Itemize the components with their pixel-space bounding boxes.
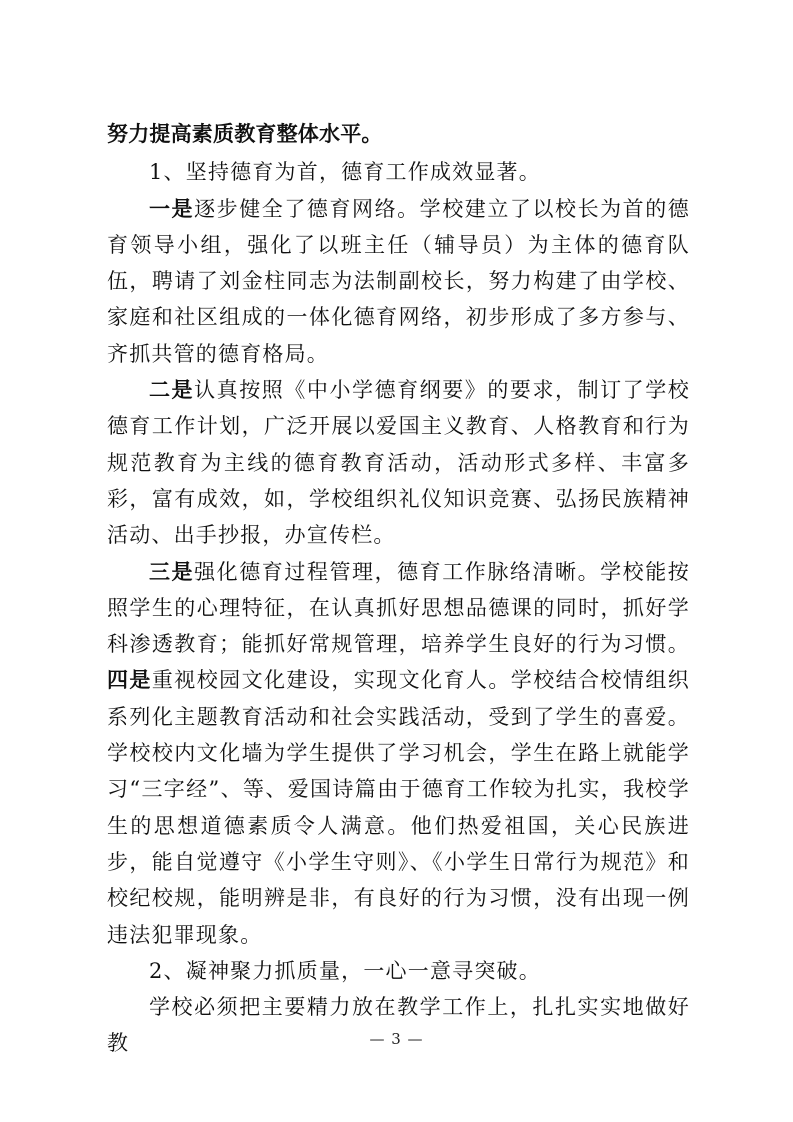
paragraph-moral-management-and-culture xyxy=(107,554,690,953)
paragraph-moral-activities xyxy=(107,372,690,553)
paragraph-moral-network xyxy=(107,191,690,372)
document-body xyxy=(107,116,690,1062)
paragraph-lead-two: 二是 xyxy=(149,378,195,403)
numbered-item-moral-education: 1、坚持德育为首，德育工作成效显著。 xyxy=(149,160,541,185)
page-number: — 3 — xyxy=(369,1030,424,1048)
paragraph-lead-one: 一是 xyxy=(149,196,195,221)
paragraph-text-moral-management: 强化德育过程管理，德育工作脉络清晰。学校能按照学生的心理特征，在认真抓好思想品德课的同时，抓好学科渗透教育；能抓好常规管理，培养学生良好的行为习惯。 xyxy=(107,559,690,657)
paragraph-text-moral-network: 逐步健全了德育网络。学校建立了以校长为首的德育领导小组，强化了以班主任（辅导员）为主体的德育队伍，聘请了刘金柱同志为法制副校长，努力构建了由学校、家庭和社区组成的一体化德育网络，初步形成了多方参与、齐抓共管的德育格局。 xyxy=(107,196,690,366)
paragraph-text-moral-activities: 认真按照《中小学德育纲要》的要求，制订了学校德育工作计划，广泛开展以爱国主义教育、人格教育和行为规范教育为主线的德育教育活动，活动形式多样、丰富多彩，富有成效，如，学校组织礼仪知识竞赛、弘扬民族精神活动、出手抄报，办宣传栏。 xyxy=(107,378,690,548)
paragraph-teaching-work: 学校必须把主要精力放在教学工作上，扎扎实实地做好教 xyxy=(107,995,690,1056)
paragraph-lead-four: 四是 xyxy=(107,668,152,693)
paragraph-text-campus-culture: 重视校园文化建设，实现文化育人。学校结合校情组织系列化主题教育活动和社会实践活动，受到了学生的喜爱。学校校内文化墙为学生提供了学习机会，学生在路上就能学习“三字经”、等、爱国诗篇由于德育工作较为扎实，我校学生的思想道德素质令人满意。他们热爱祖国，关心民族进步，能自觉遵守《小学生守则》、《小学生日常行为规范》和校纪校规，能明辨是非，有良好的行为习惯，没有出现一例违法犯罪现象。 xyxy=(107,668,690,947)
numbered-item-quality: 2、凝神聚力抓质量，一心一意寻突破。 xyxy=(149,958,541,983)
section-heading: 努力提高素质教育整体水平。 xyxy=(107,122,383,146)
paragraph-lead-three: 三是 xyxy=(149,559,195,584)
